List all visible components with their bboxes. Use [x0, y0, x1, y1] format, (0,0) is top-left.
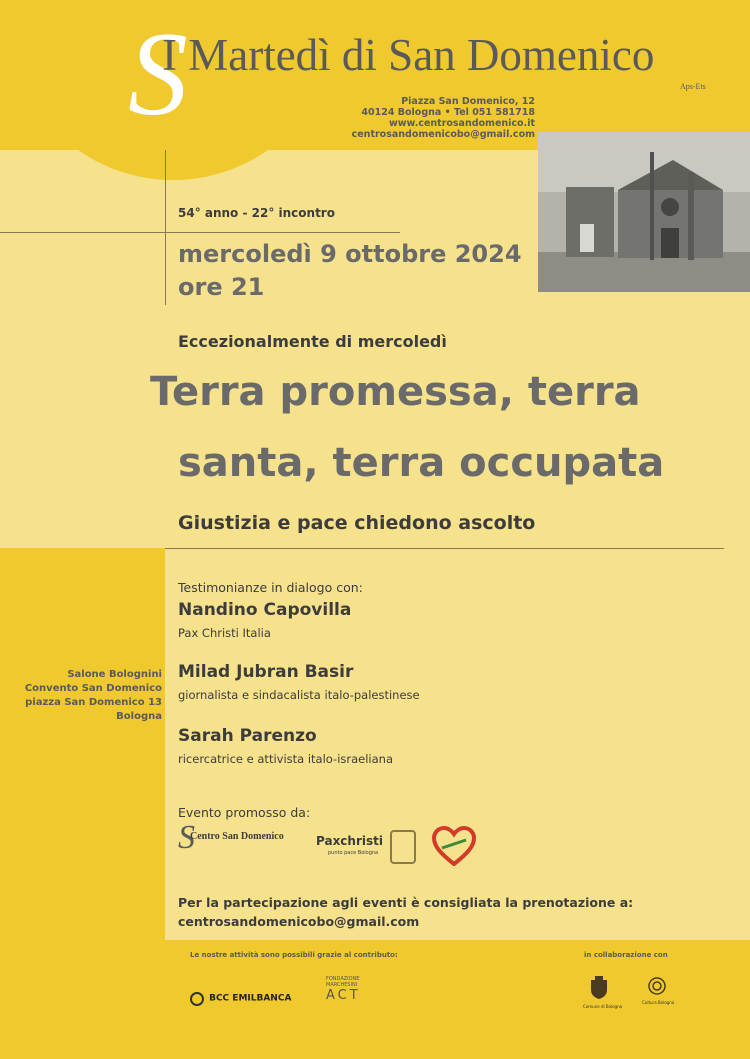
- event-title-line2: santa, terra occupata: [178, 440, 665, 486]
- left-band: [0, 548, 165, 940]
- venue-line: Salone Bolognini: [67, 669, 162, 680]
- logo-bcc-text: BCC EMILBANCA: [209, 993, 292, 1004]
- speakers-intro: Testimonianze in dialogo con:: [178, 580, 363, 595]
- venue-line: Bologna: [116, 711, 162, 722]
- church-photo: [538, 132, 750, 292]
- event-subtitle: Giustizia e pace chiedono ascolto: [178, 512, 536, 534]
- cultura-label: Cultura Bologna: [642, 1000, 675, 1005]
- comune-crest-icon: [589, 976, 609, 1000]
- venue-block: [25, 668, 162, 724]
- aps-label: Aps-Ets: [680, 82, 706, 91]
- event-time: ore 21: [178, 273, 265, 301]
- divider-top: [0, 232, 400, 233]
- cultura-emblem-icon: [647, 976, 667, 996]
- venue-line: piazza San Domenico 13: [25, 697, 162, 708]
- footer-thanks: Le nostre attività sono possibili grazie al contributo:: [190, 951, 398, 959]
- promoted-label: Evento promosso da:: [178, 805, 311, 820]
- event-title-line1: Terra promessa, terra: [150, 369, 641, 415]
- booking-email[interactable]: centrosandomenicobo@gmail.com: [178, 914, 420, 929]
- logo-s-icon: S: [178, 819, 195, 856]
- speaker-name: Sarah Parenzo: [178, 726, 317, 746]
- logo-paxchristi: [316, 830, 416, 866]
- logo-centro-text: Centro San Domenico: [190, 831, 284, 842]
- logo-act-text: ACT: [326, 988, 361, 1003]
- logo-centro-san-domenico: [178, 819, 308, 865]
- speaker-name: Milad Jubran Basir: [178, 662, 354, 682]
- event-note: Eccezionalmente di mercoledì: [178, 332, 447, 351]
- website-link[interactable]: www.centrosandomenico.it: [388, 118, 535, 129]
- logo-paxchristi-sub: punto pace Bologna: [328, 850, 379, 856]
- bcc-icon: [190, 992, 204, 1006]
- event-date: mercoledì 9 ottobre 2024: [178, 240, 522, 268]
- logo-comune-bologna: [583, 976, 623, 1009]
- logo-bcc-emilbanca: [190, 988, 291, 1007]
- address-block: [352, 96, 535, 140]
- edition: 54° anno - 22° incontro: [178, 206, 335, 220]
- speaker-name: Nandino Capovilla: [178, 600, 352, 620]
- logo-fondazione-top: FONDAZIONE MARCHESINI: [326, 976, 360, 988]
- speaker-role: giornalista e sindacalista italo-palestinese: [178, 688, 420, 702]
- pax-emblem-icon: [390, 830, 416, 864]
- speaker-role: ricercatrice e attivista italo-israeliana: [178, 752, 394, 766]
- logo-mark: S: [128, 7, 188, 140]
- divider-subtitle: [165, 548, 724, 549]
- comune-label: Comune di Bologna: [583, 1004, 623, 1009]
- divider-vertical: [165, 150, 166, 305]
- address-line: 40124 Bologna • Tel 051 581718: [361, 107, 535, 118]
- email-link[interactable]: centrosandomenicobo@gmail.com: [351, 129, 535, 140]
- heart-logo-icon: [432, 826, 476, 866]
- footer-collab: in collaborazione con: [584, 951, 668, 959]
- speaker-role: Pax Christi Italia: [178, 626, 271, 640]
- logo-cultura-bologna: [642, 976, 675, 1005]
- booking-text: Per la partecipazione agli eventi è consigliata la prenotazione a:: [178, 895, 634, 910]
- address-line: Piazza San Domenico, 12: [401, 96, 535, 107]
- logo-fondazione-marchesini: [326, 976, 376, 1003]
- venue-line: Convento San Domenico: [24, 683, 162, 694]
- logo-paxchristi-text: Paxchristi: [316, 834, 383, 848]
- page-title: I Martedì di San Domenico: [162, 30, 655, 80]
